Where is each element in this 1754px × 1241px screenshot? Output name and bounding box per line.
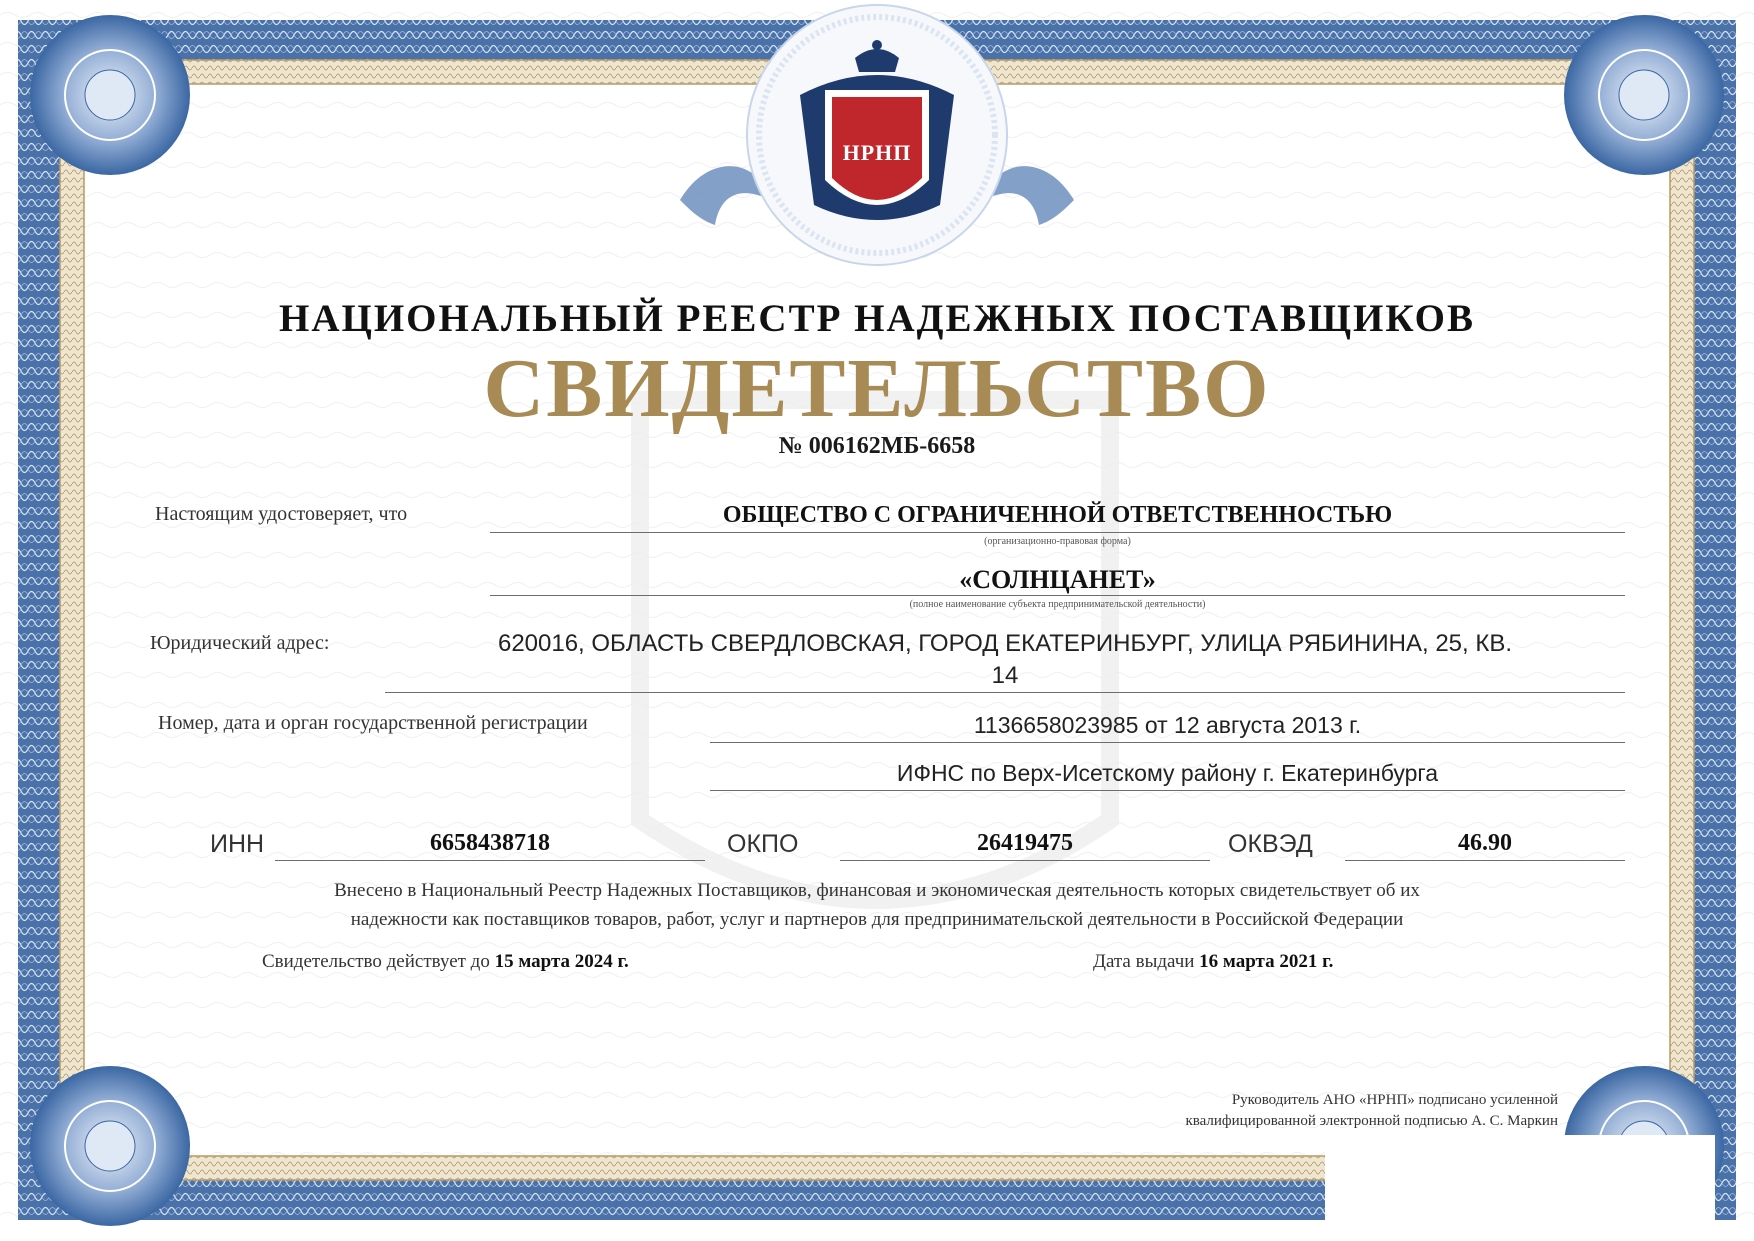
okpo-value: 26419475 bbox=[977, 830, 1073, 856]
registration-authority-underline bbox=[710, 790, 1625, 791]
registration-authority: ИФНС по Верх-Исетскому району г. Екатеринбурга bbox=[896, 760, 1439, 786]
document-title: СВИДЕТЕЛЬСТВО bbox=[483, 342, 1271, 435]
valid-until-label: Свидетельство действует до bbox=[262, 951, 490, 972]
org-name-caption: (полное наименование субъекта предпринимательской деятельности) bbox=[909, 599, 1206, 610]
corner-rosette-tr bbox=[1564, 15, 1724, 175]
okpo-underline bbox=[840, 860, 1210, 861]
address-label: Юридический адрес: bbox=[150, 632, 330, 654]
org-form-underline bbox=[490, 532, 1625, 533]
statement-line-1: Внесено в Национальный Реестр Надежных Поставщиков, финансовая и экономическая деятельность которых свидетельствует об их bbox=[334, 880, 1420, 901]
issue-date-label: Дата выдачи bbox=[1093, 951, 1195, 972]
address-line-1: 620016, ОБЛАСТЬ СВЕРДЛОВСКАЯ, ГОРОД ЕКАТЕРИНБУРГ, УЛИЦА РЯБИНИНА, 25, КВ. bbox=[497, 630, 1513, 657]
registration-underline bbox=[710, 742, 1625, 743]
org-name-underline bbox=[490, 595, 1625, 596]
issue-date-value: 16 марта 2021 г. bbox=[1199, 951, 1334, 972]
seal-medallion bbox=[747, 5, 1007, 265]
certifies-label: Настоящим удостоверяет, что bbox=[155, 503, 408, 525]
inn-underline bbox=[275, 860, 705, 861]
registration-label: Номер, дата и орган государственной регистрации bbox=[158, 712, 588, 734]
valid-until bbox=[262, 951, 629, 973]
inn-label: ИНН bbox=[210, 830, 265, 858]
certificate-number: № 006162МБ-6658 bbox=[778, 433, 976, 459]
inn-value: 6658438718 bbox=[430, 830, 550, 856]
org-name-value: «СОЛНЦАНЕТ» bbox=[959, 565, 1156, 594]
address-underline bbox=[385, 692, 1625, 693]
registration-value: 1136658023985 от 12 августа 2013 г. bbox=[973, 712, 1362, 738]
org-form-value: ОБЩЕСТВО С ОГРАНИЧЕННОЙ ОТВЕТСТВЕННОСТЬЮ bbox=[722, 502, 1393, 528]
corner-rosette-tl bbox=[30, 15, 190, 175]
address-line-2: 14 bbox=[991, 662, 1019, 689]
org-title: НАЦИОНАЛЬНЫЙ РЕЕСТР НАДЕЖНЫХ ПОСТАВЩИКОВ bbox=[279, 297, 1475, 340]
corner-rosette-bl bbox=[30, 1066, 190, 1226]
okved-value: 46.90 bbox=[1458, 830, 1512, 856]
okved-underline bbox=[1345, 860, 1625, 861]
statement-line-2: надежности как поставщиков товаров, работ, услуг и партнеров для предпринимательской деятельности в Российской Федерации bbox=[350, 909, 1404, 930]
org-form-caption: (организационно-правовая форма) bbox=[984, 536, 1131, 547]
okpo-label: ОКПО bbox=[727, 830, 799, 858]
signature-line-1: Руководитель АНО «НРНП» подписано усиленной bbox=[1231, 1092, 1558, 1108]
issue-date bbox=[1093, 951, 1333, 973]
valid-until-value: 15 марта 2024 г. bbox=[494, 951, 629, 972]
okved-label: ОКВЭД bbox=[1228, 830, 1313, 858]
signature-line-2: квалифицированной электронной подписью А. С. Маркин bbox=[1185, 1113, 1558, 1129]
seal-logo-text: НРНП bbox=[842, 140, 912, 165]
